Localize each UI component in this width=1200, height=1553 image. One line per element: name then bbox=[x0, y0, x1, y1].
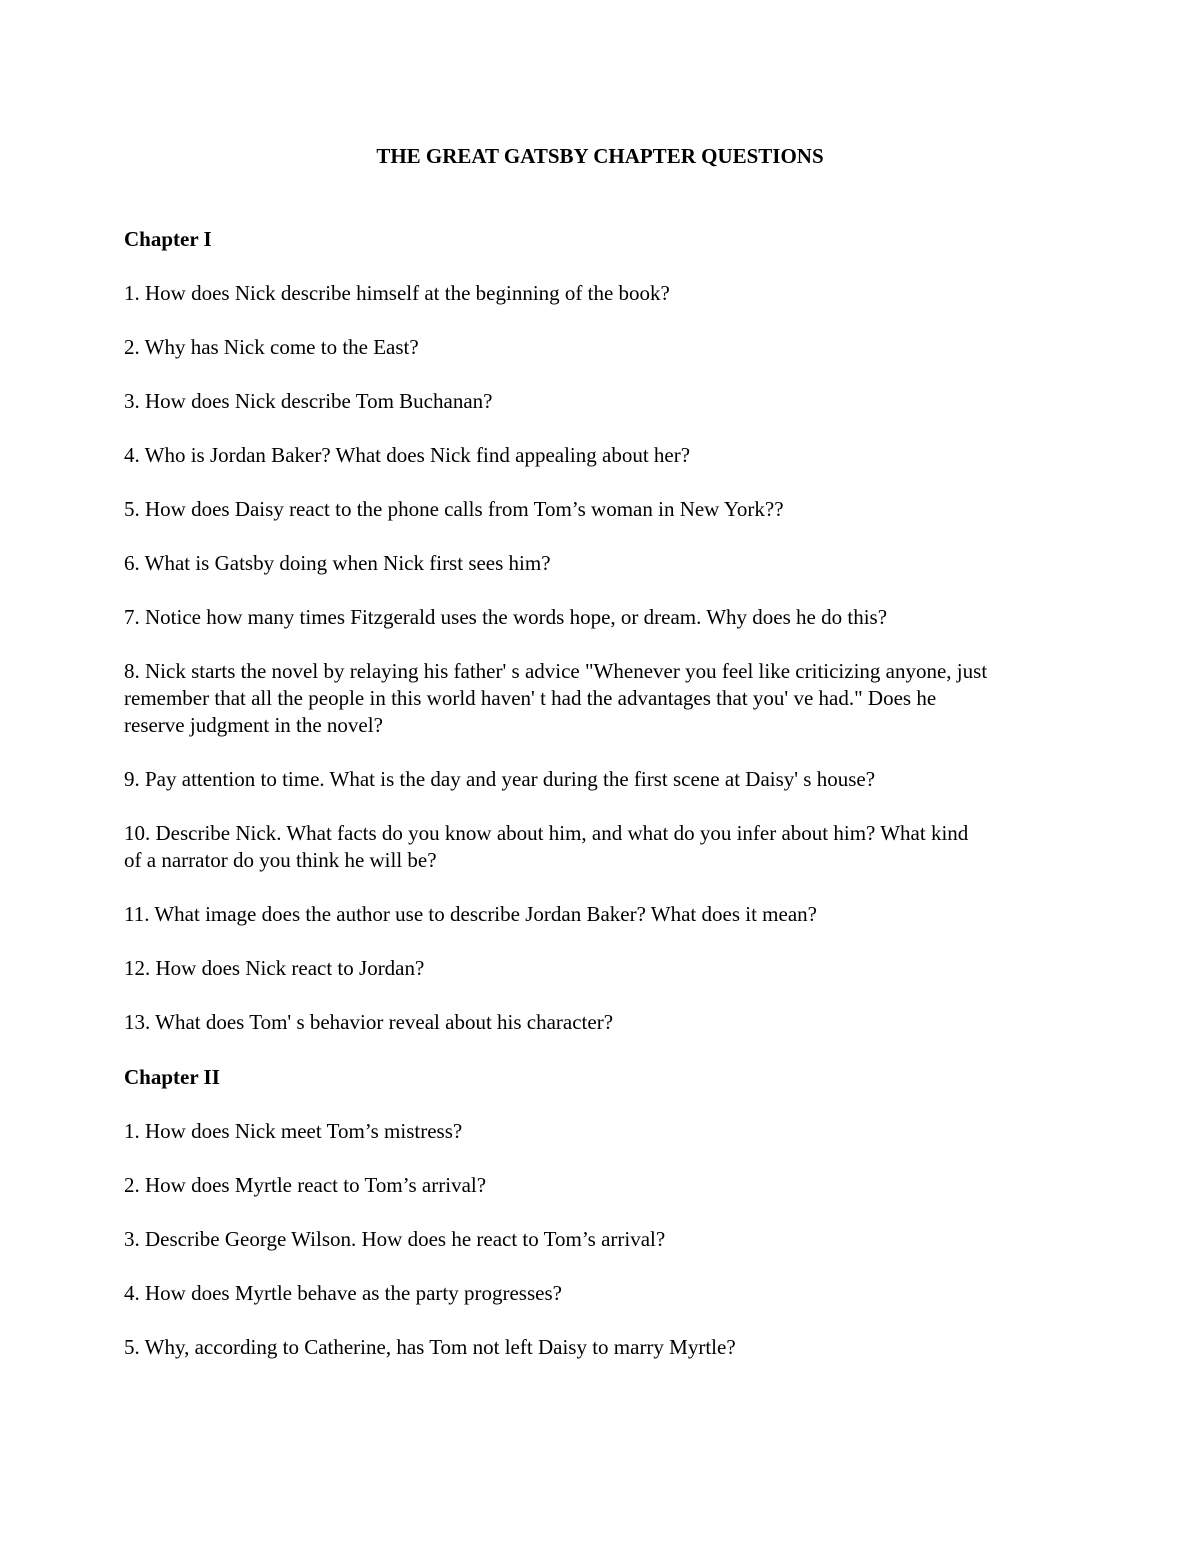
question-line: 3. Describe George Wilson. How does he react to Tom’s arrival? bbox=[124, 1227, 666, 1251]
question-line: of a narrator do you think he will be? bbox=[124, 848, 437, 872]
question-line: 11. What image does the author use to describe Jordan Baker? What does it mean? bbox=[124, 902, 817, 926]
question-line: 5. How does Daisy react to the phone calls from Tom’s woman in New York?? bbox=[124, 497, 784, 521]
question-1-4 bbox=[124, 442, 1114, 469]
question-line: 2. How does Myrtle react to Tom’s arrival? bbox=[124, 1173, 487, 1197]
question-2-2 bbox=[124, 1172, 1114, 1199]
question-1-7 bbox=[124, 604, 1114, 631]
question-line: 12. How does Nick react to Jordan? bbox=[124, 956, 425, 980]
question-line: remember that all the people in this world haven' t had the advantages that you' ve had." Does he bbox=[124, 686, 937, 710]
question-1-11 bbox=[124, 901, 1114, 928]
question-line: 4. Who is Jordan Baker? What does Nick find appealing about her? bbox=[124, 443, 691, 467]
question-line: 7. Notice how many times Fitzgerald uses the words hope, or dream. Why does he do this? bbox=[124, 605, 888, 629]
question-line: 6. What is Gatsby doing when Nick first sees him? bbox=[124, 551, 551, 575]
question-2-5 bbox=[124, 1334, 1114, 1361]
question-1-5 bbox=[124, 496, 1114, 523]
question-2-1 bbox=[124, 1118, 1114, 1145]
question-line: 13. What does Tom' s behavior reveal about his character? bbox=[124, 1010, 614, 1034]
question-1-12 bbox=[124, 955, 1114, 982]
question-1-13 bbox=[124, 1009, 1114, 1036]
document-title: THE GREAT GATSBY CHAPTER QUESTIONS bbox=[376, 144, 824, 168]
question-line: reserve judgment in the novel? bbox=[124, 713, 383, 737]
question-line: 5. Why, according to Catherine, has Tom not left Daisy to marry Myrtle? bbox=[124, 1335, 736, 1359]
question-1-9 bbox=[124, 766, 1114, 793]
question-1-1 bbox=[124, 280, 1114, 307]
question-line: 4. How does Myrtle behave as the party progresses? bbox=[124, 1281, 562, 1305]
question-line: 3. How does Nick describe Tom Buchanan? bbox=[124, 389, 493, 413]
question-line: 1. How does Nick meet Tom’s mistress? bbox=[124, 1119, 463, 1143]
question-2-3 bbox=[124, 1226, 1114, 1253]
question-line: 2. Why has Nick come to the East? bbox=[124, 335, 419, 359]
question-1-3 bbox=[124, 388, 1114, 415]
question-line: 1. How does Nick describe himself at the beginning of the book? bbox=[124, 281, 670, 305]
question-1-8 bbox=[124, 658, 1114, 739]
question-1-2 bbox=[124, 334, 1114, 361]
question-1-6 bbox=[124, 550, 1114, 577]
question-line: 9. Pay attention to time. What is the day and year during the first scene at Daisy' s house? bbox=[124, 767, 876, 791]
chapter-heading-2: Chapter II bbox=[124, 1065, 220, 1089]
question-2-4 bbox=[124, 1280, 1114, 1307]
question-line: 8. Nick starts the novel by relaying his father' s advice "Whenever you feel like criticizing anyone, just bbox=[124, 659, 988, 683]
chapter-heading-1: Chapter I bbox=[124, 227, 212, 251]
question-1-10 bbox=[124, 820, 1114, 874]
question-line: 10. Describe Nick. What facts do you know about him, and what do you infer about him? What kind bbox=[124, 821, 969, 845]
